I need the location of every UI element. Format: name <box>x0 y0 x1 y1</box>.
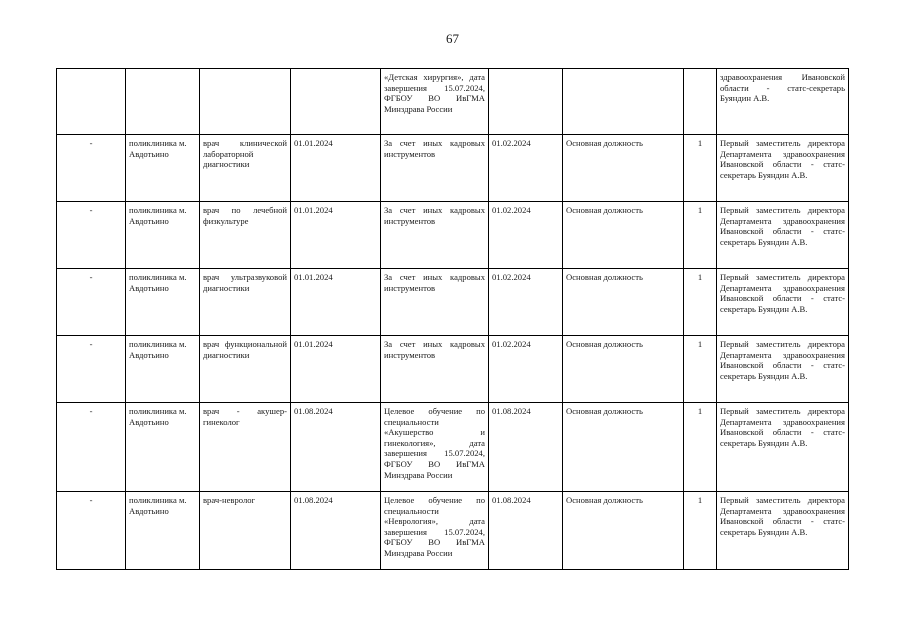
cell-number <box>57 69 126 135</box>
cell-approver: Первый заместитель директора Департамента здравоохранения Ивановской области - статс-секретарь Буяндин А.В. <box>717 202 849 269</box>
table-row <box>57 202 849 269</box>
cell-date2: 01.08.2024 <box>489 403 563 492</box>
cell-date: 01.01.2024 <box>291 269 381 336</box>
cell-date2: 01.02.2024 <box>489 336 563 403</box>
cell-source: «Детская хирургия», дата завершения 15.07.2024, ФГБОУ ВО ИвГМА Минздрава России <box>381 69 489 135</box>
cell-position: врач - акушер-гинеколог <box>200 403 291 492</box>
cell-count <box>684 69 717 135</box>
page-number: 67 <box>446 31 459 46</box>
table-row <box>57 336 849 403</box>
cell-organization <box>126 69 200 135</box>
cell-count: 1 <box>684 403 717 492</box>
vacancy-table <box>56 68 849 570</box>
cell-source: Целевое обучение по специальности «Неврология», дата завершения 15.07.2024, ФГБОУ ВО ИвГМА Минздрава России <box>381 492 489 570</box>
cell-number: - <box>57 135 126 202</box>
cell-count: 1 <box>684 202 717 269</box>
cell-type: Основная должность <box>563 403 684 492</box>
cell-position: врач-невролог <box>200 492 291 570</box>
cell-position: врач клинической лабораторной диагностики <box>200 135 291 202</box>
cell-approver: здравоохранения Ивановской области - статс-секретарь Буяндин А.В. <box>717 69 849 135</box>
cell-date: 01.01.2024 <box>291 202 381 269</box>
cell-source: За счет иных кадровых инструментов <box>381 336 489 403</box>
cell-source: За счет иных кадровых инструментов <box>381 202 489 269</box>
table-row <box>57 135 849 202</box>
cell-position: врач по лечебной физкультуре <box>200 202 291 269</box>
cell-date <box>291 69 381 135</box>
cell-count: 1 <box>684 336 717 403</box>
cell-count: 1 <box>684 269 717 336</box>
cell-organization: поликлиника м. Авдотьино <box>126 269 200 336</box>
cell-source: За счет иных кадровых инструментов <box>381 135 489 202</box>
cell-date: 01.08.2024 <box>291 492 381 570</box>
table-row <box>57 269 849 336</box>
cell-type: Основная должность <box>563 202 684 269</box>
cell-source: За счет иных кадровых инструментов <box>381 269 489 336</box>
cell-position: врач функциональной диагностики <box>200 336 291 403</box>
cell-date2: 01.08.2024 <box>489 492 563 570</box>
cell-position <box>200 69 291 135</box>
cell-approver: Первый заместитель директора Департамента здравоохранения Ивановской области - статс-секретарь Буяндин А.В. <box>717 336 849 403</box>
cell-organization: поликлиника м. Авдотьино <box>126 336 200 403</box>
cell-number: - <box>57 202 126 269</box>
cell-approver: Первый заместитель директора Департамента здравоохранения Ивановской области - статс-секретарь Буяндин А.В. <box>717 135 849 202</box>
cell-approver: Первый заместитель директора Департамента здравоохранения Ивановской области - статс-секретарь Буяндин А.В. <box>717 403 849 492</box>
cell-count: 1 <box>684 492 717 570</box>
cell-organization: поликлиника м. Авдотьино <box>126 135 200 202</box>
cell-date2: 01.02.2024 <box>489 202 563 269</box>
cell-number: - <box>57 403 126 492</box>
table-row <box>57 492 849 570</box>
cell-number: - <box>57 269 126 336</box>
table-row <box>57 69 849 135</box>
cell-approver: Первый заместитель директора Департамента здравоохранения Ивановской области - статс-секретарь Буяндин А.В. <box>717 269 849 336</box>
cell-approver: Первый заместитель директора Департамента здравоохранения Ивановской области - статс-секретарь Буяндин А.В. <box>717 492 849 570</box>
cell-type: Основная должность <box>563 336 684 403</box>
table-row <box>57 403 849 492</box>
cell-date: 01.08.2024 <box>291 403 381 492</box>
cell-type: Основная должность <box>563 492 684 570</box>
cell-number: - <box>57 492 126 570</box>
cell-date2 <box>489 69 563 135</box>
cell-date: 01.01.2024 <box>291 336 381 403</box>
cell-source: Целевое обучение по специальности «Акушерство и гинекология», дата завершения 15.07.2024, ФГБОУ ВО ИвГМА Минздрава России <box>381 403 489 492</box>
cell-count: 1 <box>684 135 717 202</box>
cell-organization: поликлиника м. Авдотьино <box>126 403 200 492</box>
cell-type: Основная должность <box>563 135 684 202</box>
cell-organization: поликлиника м. Авдотьино <box>126 492 200 570</box>
cell-date2: 01.02.2024 <box>489 269 563 336</box>
cell-type <box>563 69 684 135</box>
cell-date: 01.01.2024 <box>291 135 381 202</box>
cell-date2: 01.02.2024 <box>489 135 563 202</box>
cell-number: - <box>57 336 126 403</box>
cell-organization: поликлиника м. Авдотьино <box>126 202 200 269</box>
cell-type: Основная должность <box>563 269 684 336</box>
cell-position: врач ультразвуковой диагностики <box>200 269 291 336</box>
